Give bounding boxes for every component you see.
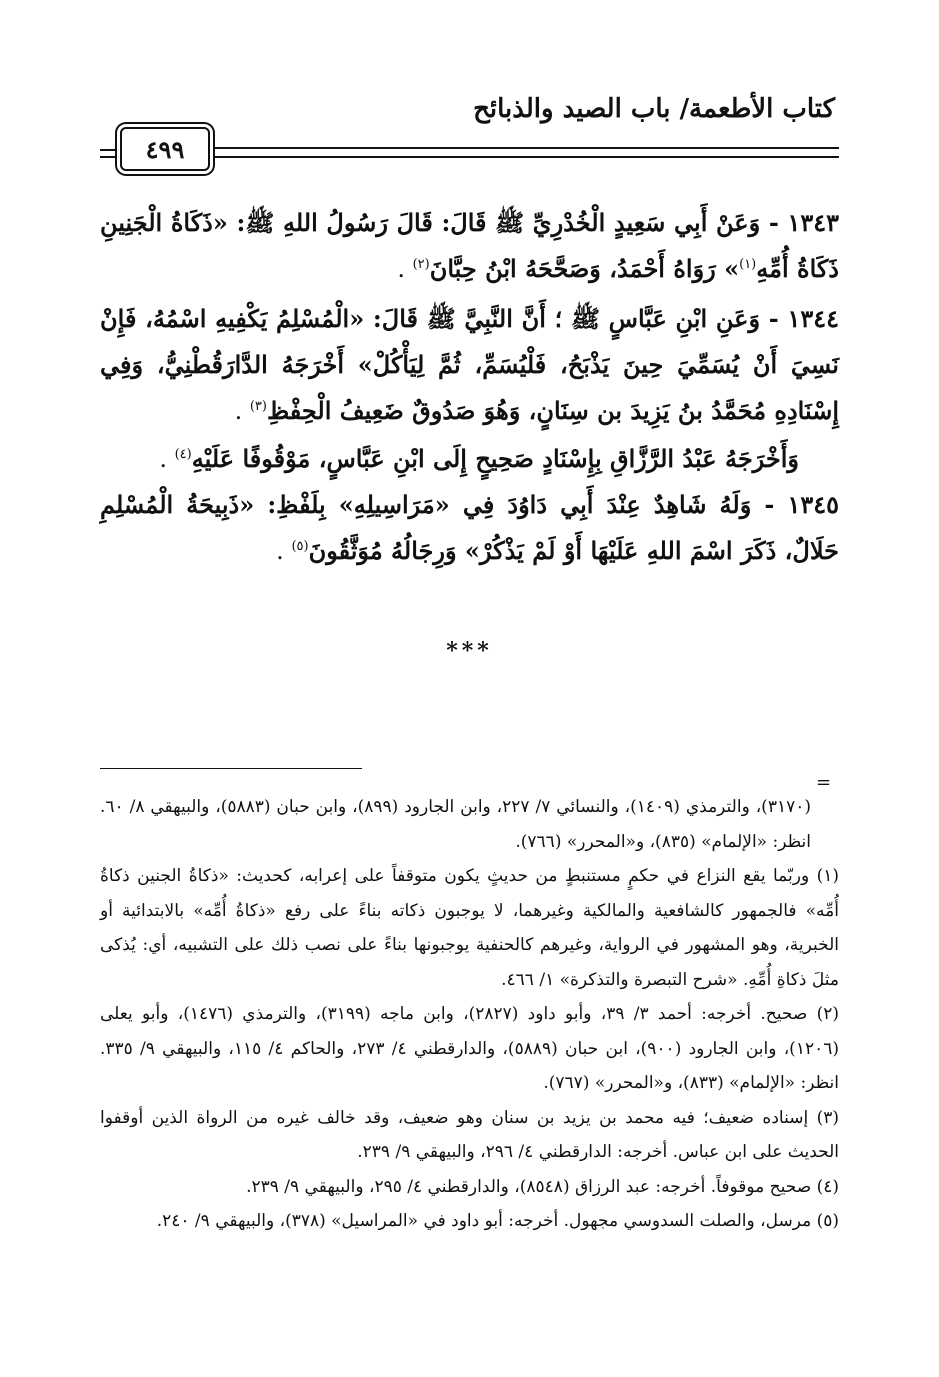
footnote-continuation: (٣١٧٠)، والترمذي (١٤٠٩)، والنسائي ٧/ ٢٢٧، وابن الجارود (٨٩٩)، وابن حبان (٥٨٨٣)، والبيهقي ٨/ ٦٠. انظر: «الإلمام» (٨٣٥)، و«المحرر» (٧٦٦). xyxy=(100,797,811,852)
footnote-ref-4: (٤) xyxy=(174,447,192,462)
footnote-2: (٢) صحيح. أخرجه: أحمد ٣/ ٣٩، وأبو داود (٢٨٢٧)، وابن ماجه (٣١٩٩)، والترمذي (١٤٧٦)، وأبو يعلى (١٢٠٦)، وابن الجارود (٩٠٠)، ابن حبان (٥٨٨٩)، والدارقطني ٤/ ٢٧٣، والحاكم ٤/ ١١٥، والبيهقي ٩/ ٣٣٥. انظر: «الإلمام» (٨٣٣)، و«المحرر» (٧٦٧). xyxy=(100,1004,839,1093)
footnote-4: (٤) صحيح موقوفاً. أخرجه: عبد الرزاق (٨٥٤٨)، والدارقطني ٤/ ٢٩٥، والبيهقي ٩/ ٢٣٩. xyxy=(246,1176,839,1197)
footnote-5: (٥) مرسل، والصلت السدوسي مجهول. أخرجه: أبو داود في «المراسيل» (٣٧٨)، والبيهقي ٩/ ٢٤٠. xyxy=(156,1211,839,1231)
chapter-title: كتاب الأطعمة/ باب الصيد والذبائح xyxy=(473,94,835,124)
hadith-1344-note xyxy=(100,436,799,482)
footnote-ref-3: (٣) xyxy=(249,399,267,414)
header-rule xyxy=(210,147,839,158)
period: . xyxy=(397,255,413,283)
period: . xyxy=(159,445,175,473)
header-rule-end xyxy=(100,149,115,158)
hadith-text: وَأَخْرَجَهُ عَبْدُ الرَّزَّاقِ بِإِسْنَادٍ صَحِيحٍ إِلَى ابْنِ عَبَّاسٍ، مَوْقُوفًا عَلَيْهِ xyxy=(191,444,799,473)
footnote-divider xyxy=(100,768,362,769)
footnote-ref-2: (٢) xyxy=(412,257,430,272)
hadith-text: ١٣٤٤ - وَعَنِ ابْنِ عَبَّاسٍ ﷺ ؛ أَنَّ النَّبِيَّ ﷺ قَالَ: «الْمُسْلِمُ يَكْفِيهِ اسْمُهُ، فَإِنْ نَسِيَ أَنْ يُسَمِّيَ حِينَ يَذْبَحُ، فَلْيُسَمِّ، ثُمَّ لِيَأْكُلْ» أَخْرَجَهُ الدَّارَقُطْنِيُّ، وَفِي إِسْنَادِهِ مُحَمَّدُ بنُ يَزِيدَ بن سِنَانٍ، وَهُوَ صَدُوقٌ ضَعِيفُ الْحِفْظِ xyxy=(100,304,839,425)
hadith-1344 xyxy=(100,296,839,434)
footnotes xyxy=(100,790,839,1239)
footnote-1: (١) وربّما يقع النزاع في حكمٍ مستنبطٍ من حديثٍ يكون متوقفاً على إعرابه، كحديث: «ذكاةُ الجنين ذكاةُ أُمِّه» فالجمهور كالشافعية والمالكية وغيرهما، لا يوجبون ذكاته بناءً على رفع «ذكاةُ أُمِّه» بالابتدائية أو الخبرية، وهو المشهور في الرواية، وغيرهم كالحنفية يوجبونها بناءً على نصب ذلك على التشبيه، أي: يُذكى مثلَ ذكاةِ أُمِّهِ. «شرح التبصرة والتذكرة» ١/ ٤٦٦. xyxy=(100,866,839,990)
hadith-1343 xyxy=(100,200,839,292)
hadith-1345 xyxy=(100,482,839,574)
period: . xyxy=(234,397,250,425)
hadith-text: ١٣٤٣ - وَعَنْ أَبِي سَعِيدٍ الْخُدْرِيِّ ﷺ قَالَ: قَالَ رَسُولُ اللهِ ﷺ: «ذَكَاةُ الْجَنِينِ ذَكَاةُ أُمِّهِ xyxy=(100,208,839,283)
period: . xyxy=(276,537,292,565)
section-separator: *** xyxy=(446,638,493,664)
footnote-ref-1: (١) xyxy=(739,257,757,272)
footnote-ref-5: (٥) xyxy=(291,539,309,554)
page-number: ٤٩٩ xyxy=(120,127,210,171)
continuation-mark: = xyxy=(816,772,832,793)
hadith-text-tail: » رَوَاهُ أَحْمَدُ، وَصَحَّحَهُ ابْنُ حِبَّانَ xyxy=(429,254,740,283)
footnote-3: (٣) إسناده ضعيف؛ فيه محمد بن يزيد بن سنان وهو ضعيف، وقد خالف غيره من الرواة الذين أوقفوا الحديث على ابن عباس. أخرجه: الدارقطني ٤/ ٢٩٦، والبيهقي ٩/ ٢٣٩. xyxy=(100,1107,839,1162)
hadith-text: ١٣٤٥ - وَلَهُ شَاهِدٌ عِنْدَ أَبِي دَاوُدَ فِي «مَرَاسِيلِهِ» بِلَفْظِ: «ذَبِيحَةُ الْمُسْلِمِ حَلَالٌ، ذَكَرَ اسْمَ اللهِ عَلَيْهَا أَوْ لَمْ يَذْكُرْ» وَرِجَالُهُ مُوَثَّقُونَ xyxy=(100,490,839,565)
